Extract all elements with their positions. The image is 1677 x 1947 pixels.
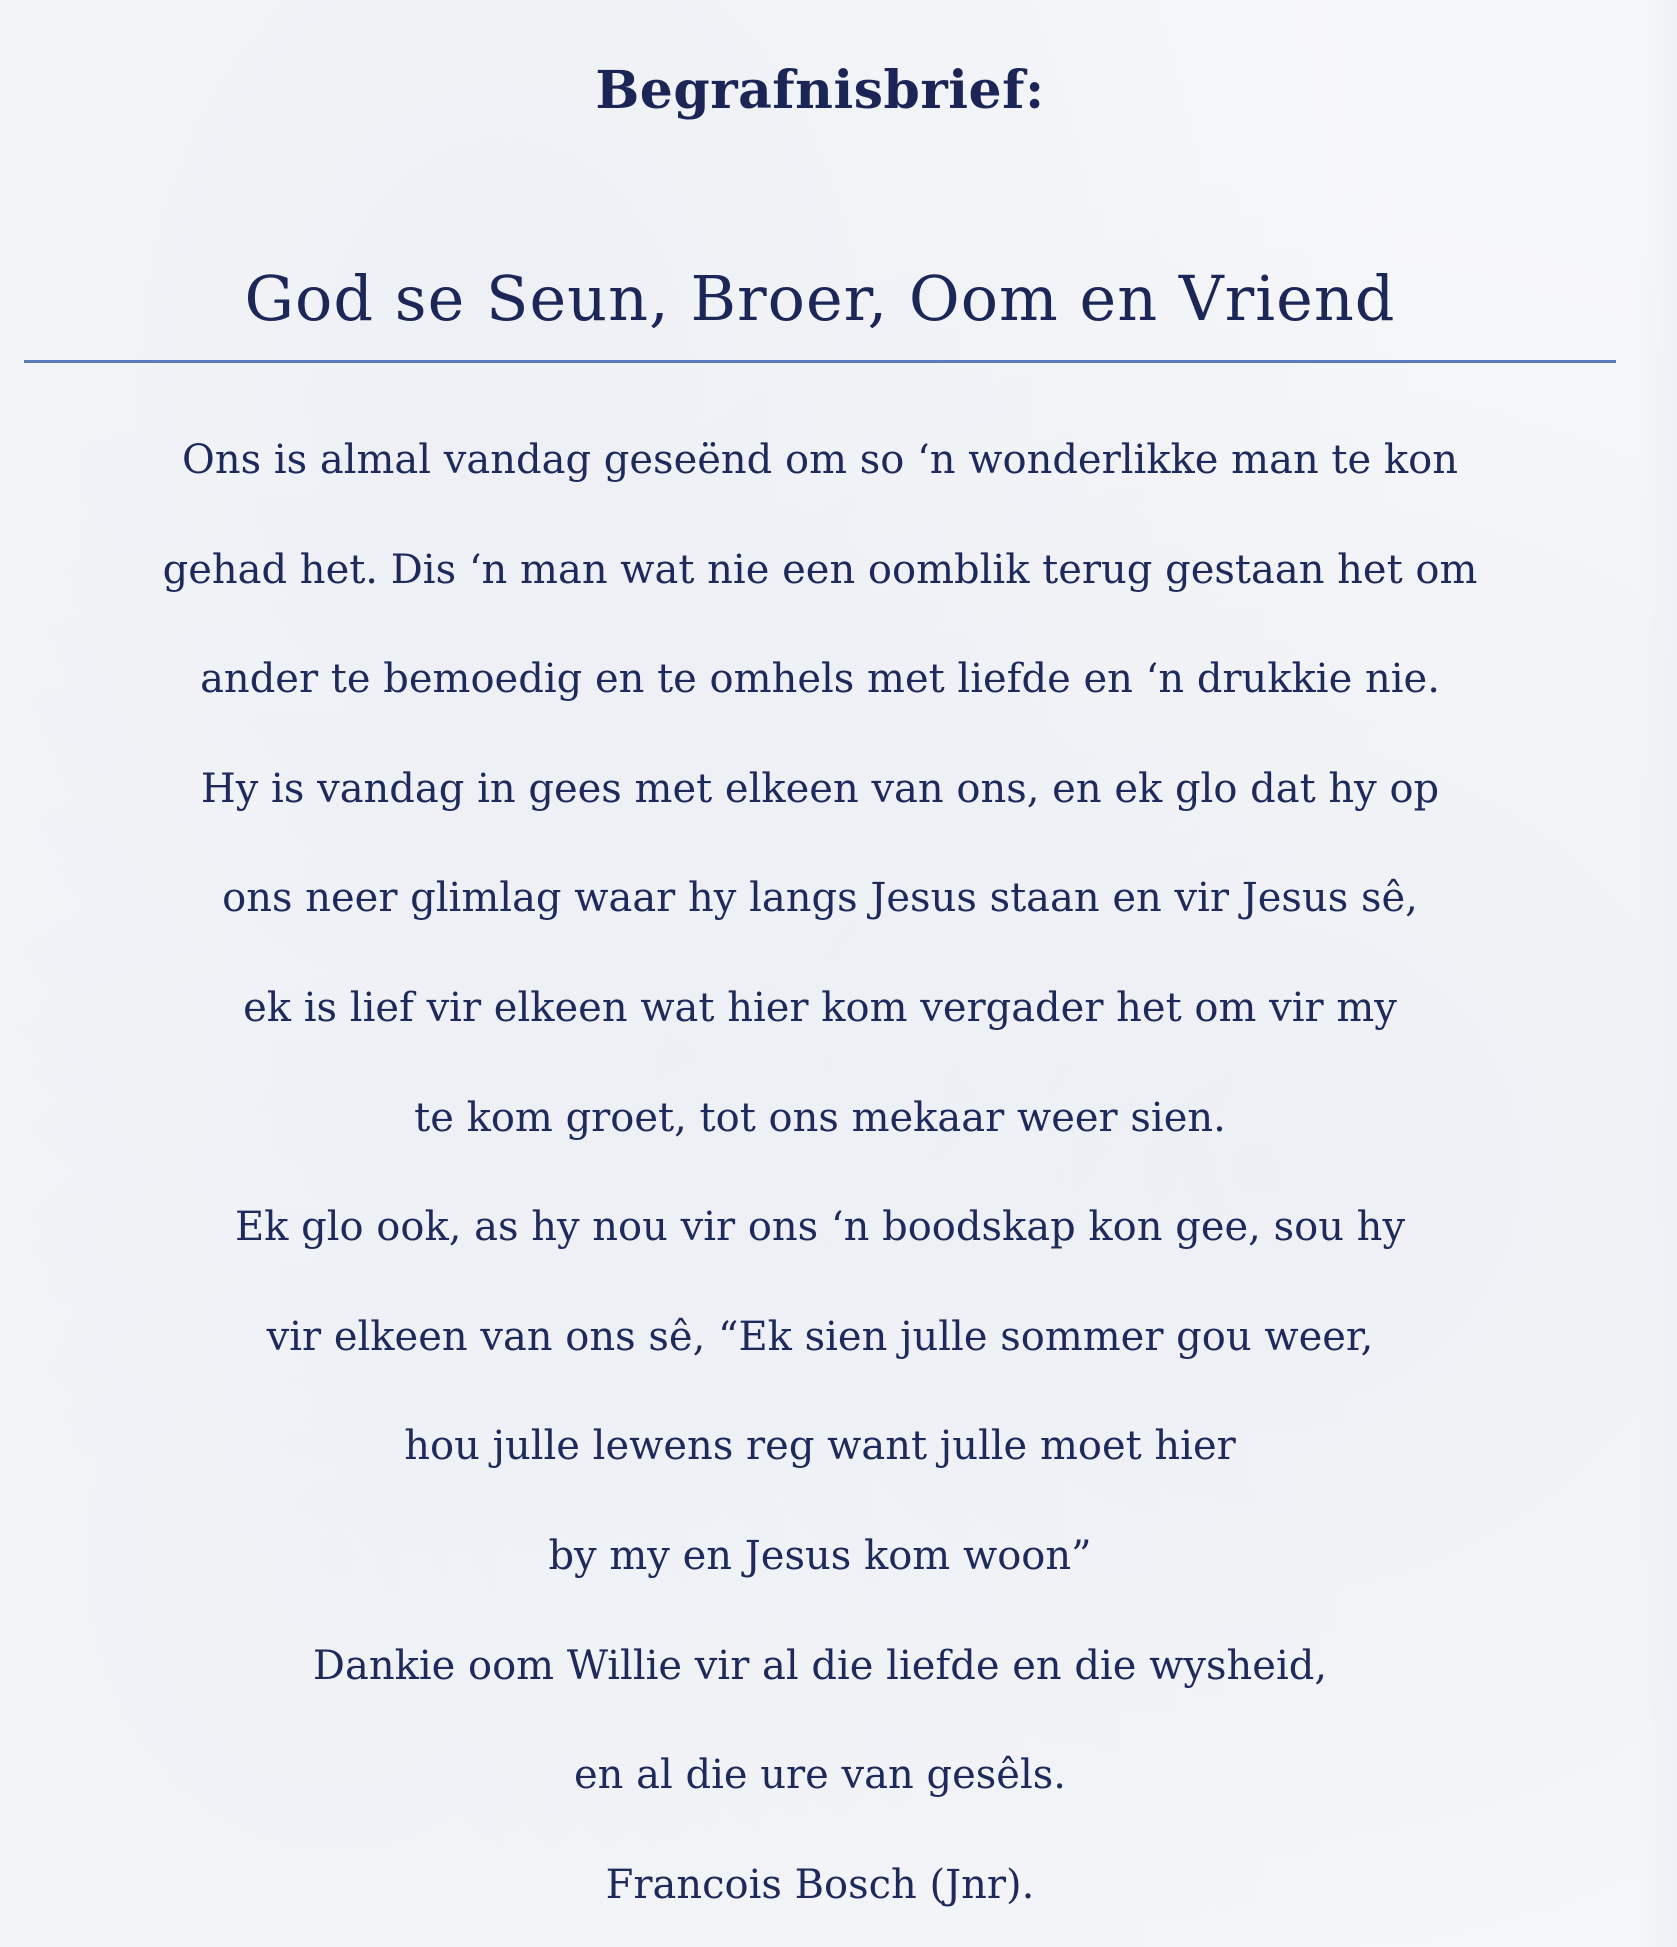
body-line: Hy is vandag in gees met elkeen van ons, en ek glo dat hy op	[200, 765, 1440, 812]
letter-subtitle: God se Seun, Broer, Oom en Vriend	[244, 262, 1396, 335]
body-line: en al die ure van gesêls.	[574, 1752, 1066, 1799]
body-line: ons neer glimlag waar hy langs Jesus staan en vir Jesus sê,	[222, 875, 1418, 922]
body-line: gehad het. Dis ‘n man wat nie een oomblik terug gestaan het om	[162, 546, 1478, 593]
body-line: ek is lief vir elkeen wat hier kom vergader het om vir my	[243, 984, 1397, 1031]
body-line: ander te bemoedig en te omhels met liefde en ‘n drukkie nie.	[200, 656, 1440, 703]
divider-rule	[24, 360, 1616, 363]
body-line: hou julle lewens reg want julle moet hier	[404, 1423, 1236, 1470]
signature-line: Francois Bosch (Jnr).	[605, 1861, 1035, 1908]
body-line: Ek glo ook, as hy nou vir ons ‘n boodskap kon gee, sou hy	[234, 1204, 1406, 1251]
body-line: te kom groet, tot ons mekaar weer sien.	[414, 1094, 1226, 1141]
letter-body	[0, 430, 1640, 1947]
body-line: Dankie oom Willie vir al die liefde en die wysheid,	[312, 1642, 1328, 1689]
body-line: by my en Jesus kom woon”	[548, 1532, 1092, 1579]
letter-heading: Begrafnisbrief:	[595, 60, 1045, 121]
body-line: Ons is almal vandag geseënd om so ‘n wonderlikke man te kon	[182, 437, 1458, 483]
body-line: vir elkeen van ons sê, “Ek sien julle sommer gou weer,	[266, 1313, 1374, 1360]
